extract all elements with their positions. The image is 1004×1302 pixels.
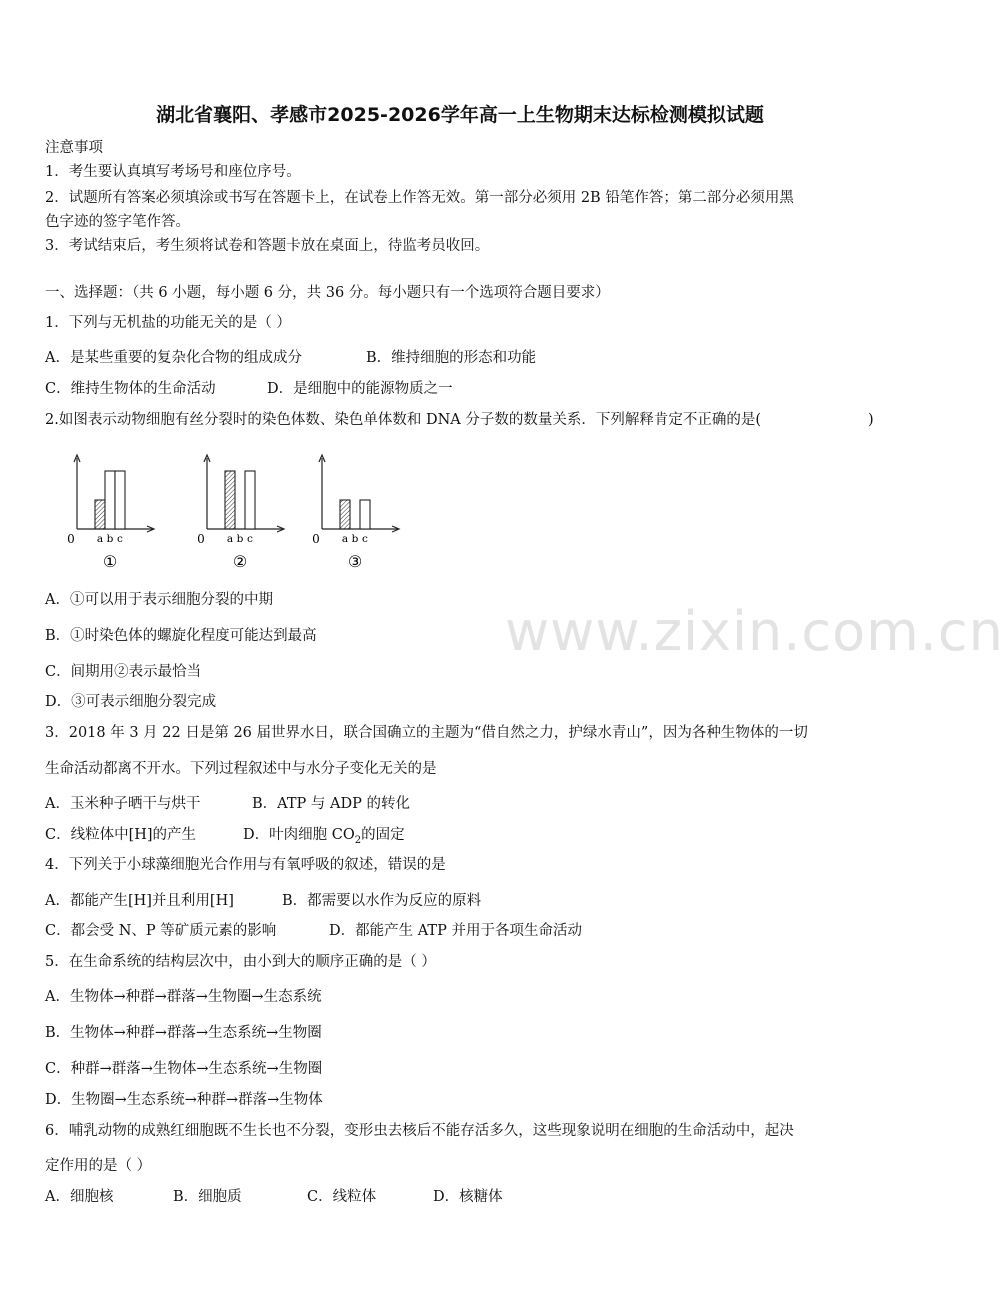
zero-label: 0 [197, 532, 205, 546]
chart-label: ① [102, 552, 118, 571]
q6-stem-line-1: 6．哺乳动物的成熟红细胞既不生长也不分裂，变形虫去核后不能存活多久，这些现象说明在细胞的生命活动中，起决 [45, 1123, 794, 1139]
q1-option-b: B．维持细胞的形态和功能 [366, 350, 537, 366]
q2-chart-3-svg [310, 452, 420, 577]
page-title: 湖北省襄阳、孝感市2025-2026学年高一上生物期末达标检测模拟试题 [156, 104, 764, 126]
q4-option-b: B．都需要以水作为反应的原料 [282, 893, 482, 909]
notice-heading: 注意事项 [45, 140, 103, 156]
zero-label: 0 [312, 532, 320, 546]
q6-option-d: D．核糖体 [433, 1189, 503, 1205]
q2-option-a: A．①可以用于表示细胞分裂的中期 [45, 592, 273, 608]
q2-chart-1 [65, 452, 175, 577]
q3-option-b: B．ATP 与 ADP 的转化 [252, 796, 410, 812]
q6-option-a: A．细胞核 [45, 1189, 114, 1205]
zero-label: 0 [67, 532, 75, 546]
tick-label-a: a [341, 533, 349, 545]
q3-stem-line-1: 3．2018 年 3 月 22 日是第 26 届世界水日，联合国确立的主题为“借自然之力，护绿水青山”，因为各种生物体的一切 [45, 725, 808, 741]
notice-item-2: 2．试题所有答案必须填涂或书写在答题卡上，在试卷上作答无效。第一部分必须用 2B 铅笔作答；第二部分必须用黑 [45, 190, 794, 206]
tick-label-b: b [236, 533, 244, 545]
bar-c [245, 471, 255, 529]
q3-option-a: A．玉米种子晒干与烘干 [45, 796, 201, 812]
notice-item-1: 1．考生要认真填写考场号和座位序号。 [45, 164, 301, 180]
q1-stem: 1．下列与无机盐的功能无关的是（ ） [45, 315, 291, 331]
bar-a [225, 471, 235, 529]
bar-b [105, 471, 115, 529]
q1-option-d: D．是细胞中的能源物质之一 [267, 381, 453, 397]
bar-c [115, 471, 125, 529]
q5-stem: 5．在生命系统的结构层次中，由小到大的顺序正确的是（ ） [45, 954, 436, 970]
tick-label-c: c [117, 533, 123, 545]
tick-label-b: b [106, 533, 114, 545]
tick-label-a: a [226, 533, 234, 545]
tick-label-c: c [247, 533, 253, 545]
q3-option-d-text: D．叶肉细胞 CO [243, 827, 355, 843]
bar-a [95, 500, 105, 529]
q5-option-c: C．种群→群落→生物体→生态系统→生物圈 [45, 1061, 323, 1077]
q3-stem-line-2: 生命活动都离不开水。下列过程叙述中与水分子变化无关的是 [45, 761, 437, 777]
q2-option-c: C．间期用②表示最恰当 [45, 664, 202, 680]
chart-label: ③ [347, 552, 363, 571]
q2-chart-1-svg [65, 452, 175, 577]
notice-item-3: 3．考试结束后，考生须将试卷和答题卡放在桌面上，待监考员收回。 [45, 238, 490, 254]
q4-stem: 4．下列关于小球藻细胞光合作用与有氧呼吸的叙述，错误的是 [45, 857, 446, 873]
chart-label: ② [232, 552, 248, 571]
q2-stem: 2.如图表示动物细胞有丝分裂时的染色体数、染色单体数和 DNA 分子数的数量关系．下列解释肯定不正确的是( [45, 412, 761, 428]
section-heading: 一、选择题：（共 6 小题，每小题 6 分，共 36 分。每小题只有一个选项符合题目要求） [45, 285, 610, 301]
q5-option-d: D．生物圈→生态系统→种群→群落→生物体 [45, 1092, 323, 1108]
q6-stem-line-2: 定作用的是（ ） [45, 1158, 152, 1174]
q4-option-a: A．都能产生[H]并且利用[H] [45, 893, 234, 909]
notice-item-2-cont: 色字迹的签字笔作答。 [45, 214, 190, 230]
bar-c [360, 500, 370, 529]
q5-option-a: A．生物体→种群→群落→生物圈→生态系统 [45, 989, 322, 1005]
q2-option-b: B．①时染色体的螺旋化程度可能达到最高 [45, 628, 317, 644]
q3-option-d-subscript: 2 [354, 834, 362, 846]
q2-chart-2-svg [195, 452, 305, 577]
bar-a [340, 500, 350, 529]
q1-option-a: A．是某些重要的复杂化合物的组成成分 [45, 350, 302, 366]
q4-option-c: C．都会受 N、P 等矿质元素的影响 [45, 923, 277, 939]
tick-label-c: c [362, 533, 368, 545]
q3-option-d [243, 825, 405, 851]
q1-option-c: C．维持生物体的生命活动 [45, 381, 216, 397]
q2-option-d: D．③可表示细胞分裂完成 [45, 694, 217, 710]
tick-label-a: a [96, 533, 104, 545]
q3-option-d-tail: 的固定 [361, 827, 405, 843]
q6-option-c: C．线粒体 [307, 1189, 377, 1205]
q4-option-d: D．都能产生 ATP 并用于各项生命活动 [329, 923, 582, 939]
q2-chart-2 [195, 452, 305, 577]
watermark: www.zixin.com.cn [505, 600, 1004, 663]
tick-label-b: b [351, 533, 359, 545]
q3-option-c: C．线粒体中[H]的产生 [45, 827, 197, 843]
q6-option-b: B．细胞质 [173, 1189, 242, 1205]
q5-option-b: B．生物体→种群→群落→生态系统→生物圈 [45, 1025, 322, 1041]
q2-stem-end: ) [868, 412, 874, 428]
q2-chart-3 [310, 452, 420, 577]
